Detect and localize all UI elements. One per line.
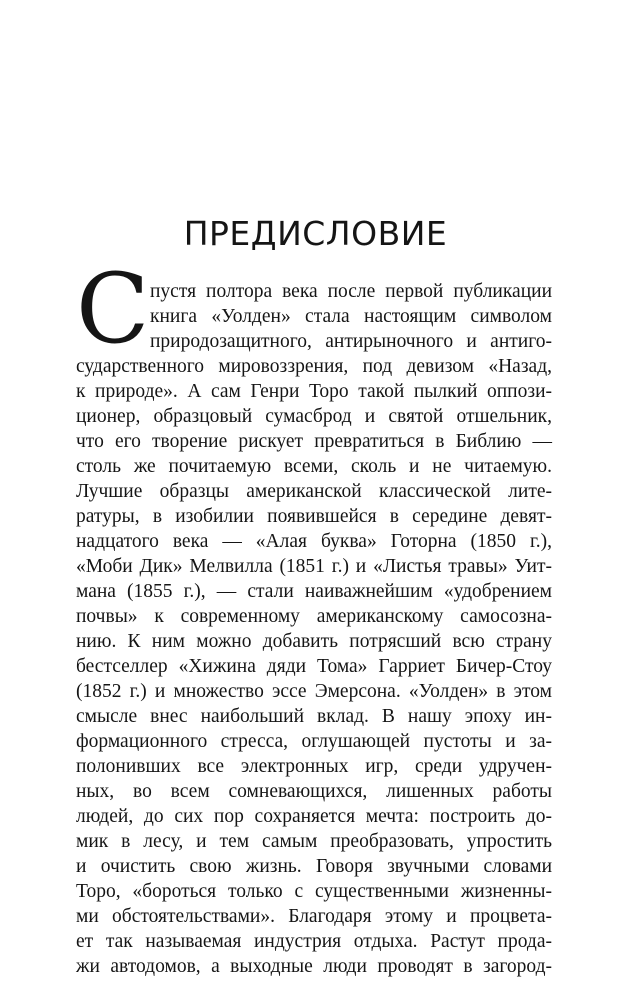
text-line: сударственного мировоззрения, под девизом «Назад, [76,356,552,377]
text-line: книга «Уолден» стала настоящим символом [150,306,552,327]
text-line: и очистить свою жизнь. Говоря звучными словами [76,856,552,877]
text-line: «Моби Дик» Мелвилла (1851 г.) и «Листья травы» Уит- [76,556,552,577]
chapter-title: ПРЕДИСЛОВИЕ [183,214,448,253]
text-line: Торо, «бороться только с существенными жизненны- [76,881,552,902]
text-line: к природе». А сам Генри Торо такой пылкий оппози- [76,381,552,402]
text-line: людей, до сих пор сохраняется мечта: построить до- [76,806,552,827]
text-line: мик в лесу, и тем самым преобразовать, упростить [76,831,552,852]
text-line: ционер, образцовый сумасброд и святой отшельник, [76,406,552,427]
text-line: столь же почитаемую всеми, сколь и не читаемую. [76,456,552,477]
drop-cap-letter: С [76,253,150,365]
text-line: бестселлер «Хижина дяди Тома» Гарриет Бичер-Стоу [76,656,552,677]
text-line: ет так называемая индустрия отдыха. Растут прода- [76,931,552,952]
text-line: ратуры, в изобилии появившейся в середине девят- [76,506,552,527]
text-line: (1852 г.) и множество эссе Эмерсона. «Уолден» в этом [76,681,552,702]
text-line: ми обстоятельствами». Благодаря этому и процвета- [76,906,552,927]
text-line: формационного стресса, оглушающей пустоты и за- [76,731,552,752]
text-line: полонивших все электронных игр, среди удручен- [76,756,552,777]
text-line: жи автодомов, а выходные люди проводят в загород- [76,956,552,977]
text-line: Лучшие образцы американской классической лите- [76,481,552,502]
text-line: мана (1855 г.), — стали наиважнейшим «удобрением [76,581,552,602]
text-line: нию. К ним можно добавить потрясший всю страну [76,631,552,652]
text-line: природозащитного, антирыночного и антиго- [150,331,552,352]
text-line: почвы» к современному американскому самосозна- [76,606,552,627]
text-line: пустя полтора века после первой публикации [150,281,552,302]
text-line: ных, во всем сомневающихся, лишенных работы [76,781,552,802]
text-line: надцатого века — «Алая буква» Готорна (1850 г.), [76,531,552,552]
text-line: что его творение рискует превратиться в Библию — [76,431,552,452]
text-line: смысле внес наибольший вклад. В нашу эпоху ин- [76,706,552,727]
